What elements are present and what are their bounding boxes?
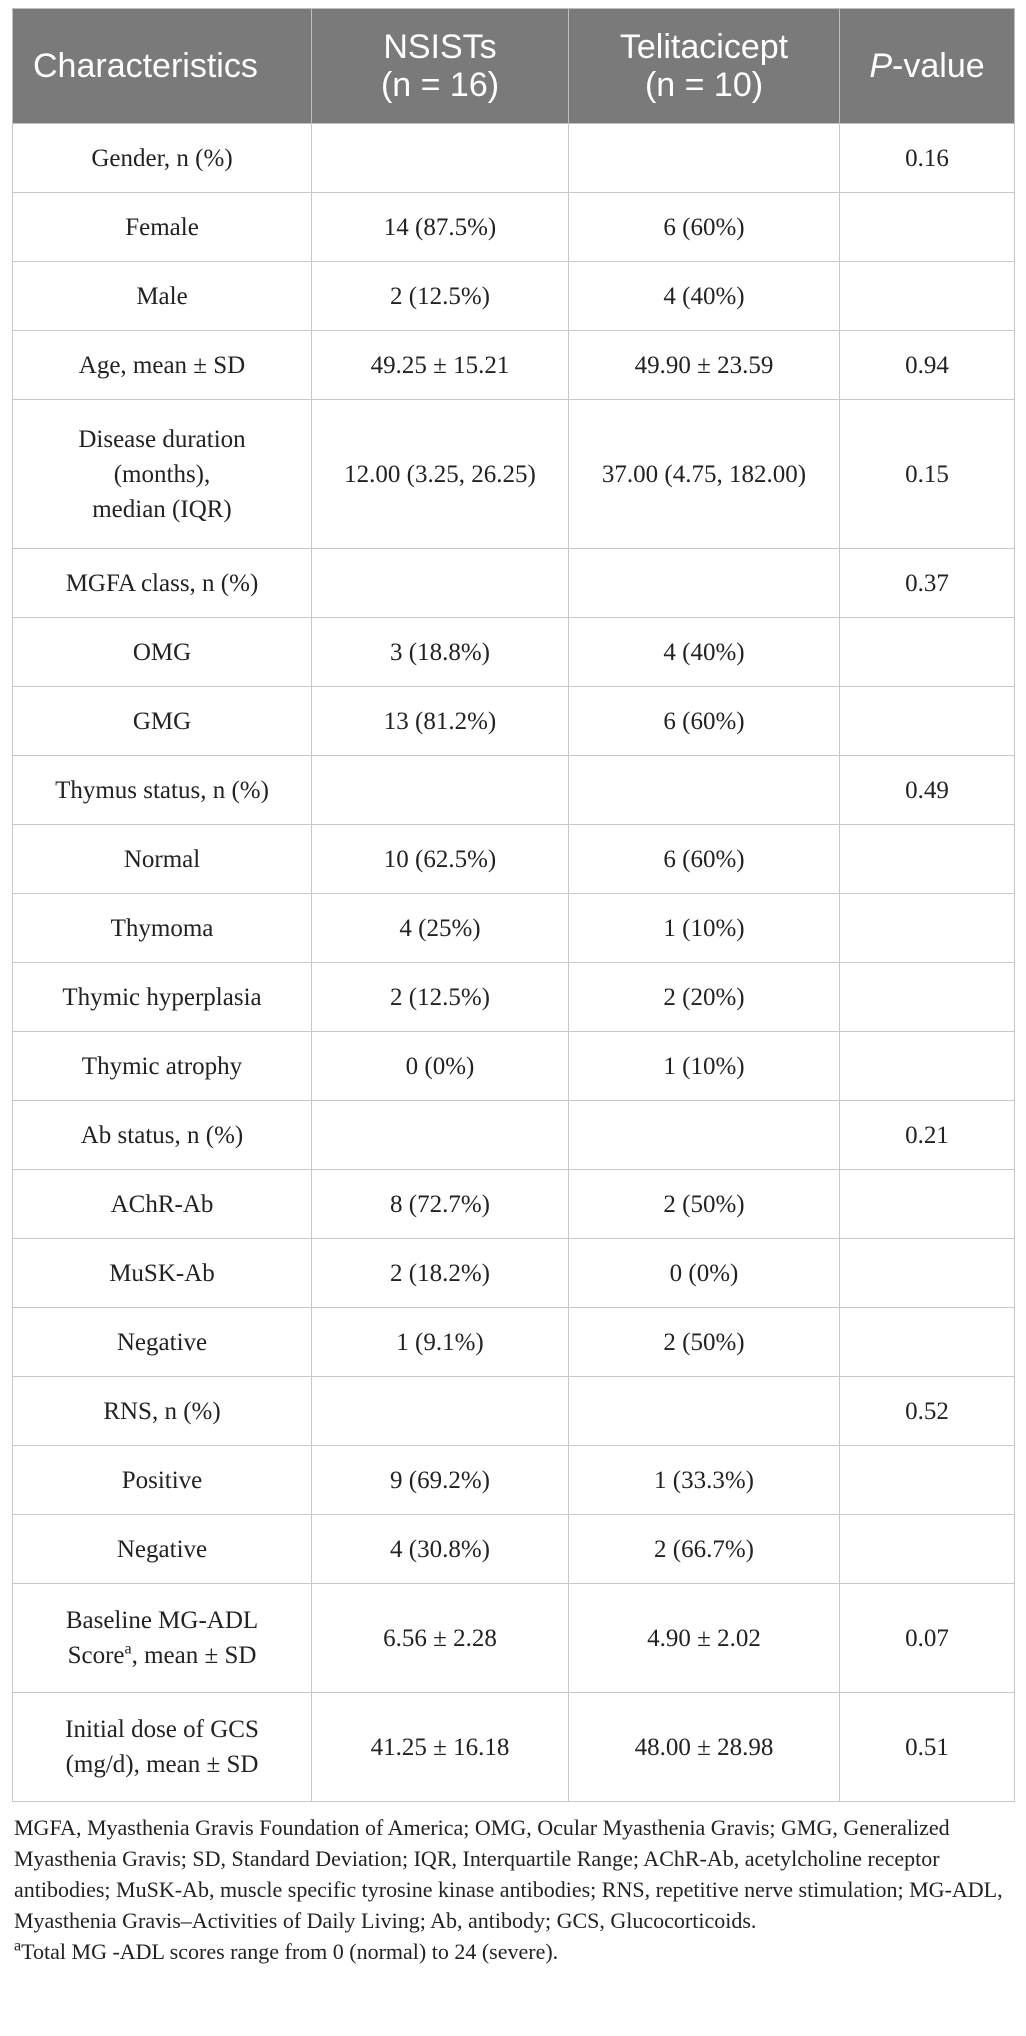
telitacicept-cell: 2 (20%) xyxy=(569,963,840,1032)
table-row xyxy=(13,193,1015,262)
telitacicept-cell xyxy=(569,124,840,193)
nsists-cell: 4 (30.8%) xyxy=(312,1515,569,1584)
pvalue-cell xyxy=(840,618,1015,687)
header-nsists-line2: (n = 16) xyxy=(380,66,500,104)
characteristics-table xyxy=(12,8,1015,1802)
pvalue-cell xyxy=(840,1032,1015,1101)
pvalue-cell: 0.49 xyxy=(840,756,1015,825)
header-pvalue-rest: -value xyxy=(892,47,985,85)
row-label-line: Baseline MG-ADL xyxy=(65,1607,259,1634)
row-label: Normal xyxy=(13,825,312,894)
pvalue-cell: 0.52 xyxy=(840,1377,1015,1446)
telitacicept-cell: 0 (0%) xyxy=(569,1239,840,1308)
telitacicept-cell: 6 (60%) xyxy=(569,193,840,262)
pvalue-cell xyxy=(840,193,1015,262)
row-label-line: Disease duration xyxy=(78,425,246,453)
pvalue-cell xyxy=(840,894,1015,963)
table-row xyxy=(13,549,1015,618)
header-pvalue-p: P xyxy=(869,47,893,85)
row-label xyxy=(13,400,312,549)
telitacicept-cell: 1 (10%) xyxy=(569,894,840,963)
table-row xyxy=(13,1239,1015,1308)
table-row xyxy=(13,400,1015,549)
row-label-score: Score xyxy=(67,1642,125,1669)
row-label: AChR-Ab xyxy=(13,1170,312,1239)
table-row xyxy=(13,124,1015,193)
table-row xyxy=(13,1693,1015,1802)
table-row xyxy=(13,1377,1015,1446)
pvalue-cell xyxy=(840,262,1015,331)
pvalue-cell: 0.94 xyxy=(840,331,1015,400)
row-label: RNS, n (%) xyxy=(13,1377,312,1446)
footnote-note xyxy=(14,1936,1014,1967)
nsists-cell xyxy=(312,124,569,193)
table-container xyxy=(12,8,1014,1967)
telitacicept-cell: 4.90 ± 2.02 xyxy=(569,1584,840,1693)
telitacicept-cell xyxy=(569,549,840,618)
row-label xyxy=(13,1693,312,1802)
table-row xyxy=(13,756,1015,825)
nsists-cell: 4 (25%) xyxy=(312,894,569,963)
nsists-cell xyxy=(312,1377,569,1446)
nsists-cell: 6.56 ± 2.28 xyxy=(312,1584,569,1693)
telitacicept-cell: 2 (50%) xyxy=(569,1170,840,1239)
row-label: Thymoma xyxy=(13,894,312,963)
nsists-cell: 2 (12.5%) xyxy=(312,262,569,331)
row-label: Ab status, n (%) xyxy=(13,1101,312,1170)
row-label: Positive xyxy=(13,1446,312,1515)
header-telitacicept-line1: Telitacicept xyxy=(619,28,789,66)
row-label: Gender, n (%) xyxy=(13,124,312,193)
footnote-note-marker: a xyxy=(14,1937,22,1955)
row-label: GMG xyxy=(13,687,312,756)
pvalue-cell xyxy=(840,1446,1015,1515)
table-header-row xyxy=(13,9,1015,124)
table-row xyxy=(13,1101,1015,1170)
row-label xyxy=(13,1584,312,1693)
telitacicept-cell xyxy=(569,1377,840,1446)
nsists-cell: 13 (81.2%) xyxy=(312,687,569,756)
row-label-line: median (IQR) xyxy=(92,495,232,523)
row-label: OMG xyxy=(13,618,312,687)
telitacicept-cell xyxy=(569,1101,840,1170)
telitacicept-cell: 49.90 ± 23.59 xyxy=(569,331,840,400)
table-row xyxy=(13,331,1015,400)
table-row xyxy=(13,825,1015,894)
row-label-suffix: , mean ± SD xyxy=(131,1642,257,1669)
nsists-cell: 14 (87.5%) xyxy=(312,193,569,262)
pvalue-cell: 0.37 xyxy=(840,549,1015,618)
pvalue-cell: 0.21 xyxy=(840,1101,1015,1170)
footnote-marker: a xyxy=(124,1640,132,1658)
table-footnote xyxy=(12,1812,1014,1967)
row-label: Thymus status, n (%) xyxy=(13,756,312,825)
row-label: Negative xyxy=(13,1515,312,1584)
table-row xyxy=(13,262,1015,331)
table-row xyxy=(13,1584,1015,1693)
pvalue-cell xyxy=(840,1515,1015,1584)
header-characteristics: Characteristics xyxy=(13,9,312,124)
header-pvalue xyxy=(840,9,1015,124)
row-label: Thymic atrophy xyxy=(13,1032,312,1101)
header-nsists-line1: NSISTs xyxy=(383,28,497,66)
header-nsists xyxy=(312,9,569,124)
telitacicept-cell: 2 (66.7%) xyxy=(569,1515,840,1584)
nsists-cell xyxy=(312,549,569,618)
nsists-cell: 3 (18.8%) xyxy=(312,618,569,687)
table-row xyxy=(13,963,1015,1032)
pvalue-cell xyxy=(840,963,1015,1032)
telitacicept-cell: 4 (40%) xyxy=(569,262,840,331)
table-row xyxy=(13,1032,1015,1101)
telitacicept-cell xyxy=(569,756,840,825)
table-row xyxy=(13,1170,1015,1239)
footnote-note-text: Total MG -ADL scores range from 0 (normal) to 24 (severe). xyxy=(21,1939,559,1964)
pvalue-cell: 0.07 xyxy=(840,1584,1015,1693)
telitacicept-cell: 37.00 (4.75, 182.00) xyxy=(569,400,840,549)
table-row xyxy=(13,687,1015,756)
pvalue-cell xyxy=(840,1239,1015,1308)
pvalue-cell: 0.16 xyxy=(840,124,1015,193)
nsists-cell: 12.00 (3.25, 26.25) xyxy=(312,400,569,549)
pvalue-cell xyxy=(840,687,1015,756)
header-telitacicept-line2: (n = 10) xyxy=(644,66,764,104)
table-row xyxy=(13,894,1015,963)
pvalue-cell xyxy=(840,825,1015,894)
telitacicept-cell: 2 (50%) xyxy=(569,1308,840,1377)
telitacicept-cell: 6 (60%) xyxy=(569,687,840,756)
nsists-cell: 10 (62.5%) xyxy=(312,825,569,894)
row-label: Age, mean ± SD xyxy=(13,331,312,400)
nsists-cell: 8 (72.7%) xyxy=(312,1170,569,1239)
footnote-abbreviations: MGFA, Myasthenia Gravis Foundation of America; OMG, Ocular Myasthenia Gravis; GMG, Generalized Myasthenia Gravis; SD, Standard Deviation; IQR, Interquartile Range; AChR-Ab, acetylcholine receptor antibodies; MuSK-Ab, muscle specific tyrosine kinase antibodies; RNS, repetitive nerve stimulation; MG-ADL, Myasthenia Gravis–Activities of Daily Living; Ab, antibody; GCS, Glucocorticoids. xyxy=(14,1815,1003,1933)
row-label: Female xyxy=(13,193,312,262)
pvalue-cell: 0.15 xyxy=(840,400,1015,549)
table-row xyxy=(13,1515,1015,1584)
telitacicept-cell: 1 (10%) xyxy=(569,1032,840,1101)
telitacicept-cell: 1 (33.3%) xyxy=(569,1446,840,1515)
nsists-cell: 0 (0%) xyxy=(312,1032,569,1101)
row-label: MuSK-Ab xyxy=(13,1239,312,1308)
nsists-cell: 2 (18.2%) xyxy=(312,1239,569,1308)
telitacicept-cell: 6 (60%) xyxy=(569,825,840,894)
table-row xyxy=(13,618,1015,687)
row-label-line: Initial dose of GCS xyxy=(65,1716,259,1743)
row-label: Male xyxy=(13,262,312,331)
row-label-line: (months), xyxy=(113,460,211,488)
pvalue-cell xyxy=(840,1308,1015,1377)
pvalue-cell xyxy=(840,1170,1015,1239)
row-label-line: (mg/d), mean ± SD xyxy=(65,1751,259,1778)
header-telitacicept xyxy=(569,9,840,124)
row-label: Thymic hyperplasia xyxy=(13,963,312,1032)
nsists-cell xyxy=(312,756,569,825)
nsists-cell: 49.25 ± 15.21 xyxy=(312,331,569,400)
telitacicept-cell: 4 (40%) xyxy=(569,618,840,687)
nsists-cell xyxy=(312,1101,569,1170)
pvalue-cell: 0.51 xyxy=(840,1693,1015,1802)
telitacicept-cell: 48.00 ± 28.98 xyxy=(569,1693,840,1802)
nsists-cell: 41.25 ± 16.18 xyxy=(312,1693,569,1802)
nsists-cell: 1 (9.1%) xyxy=(312,1308,569,1377)
nsists-cell: 9 (69.2%) xyxy=(312,1446,569,1515)
row-label: Negative xyxy=(13,1308,312,1377)
table-row xyxy=(13,1308,1015,1377)
nsists-cell: 2 (12.5%) xyxy=(312,963,569,1032)
row-label: MGFA class, n (%) xyxy=(13,549,312,618)
table-row xyxy=(13,1446,1015,1515)
